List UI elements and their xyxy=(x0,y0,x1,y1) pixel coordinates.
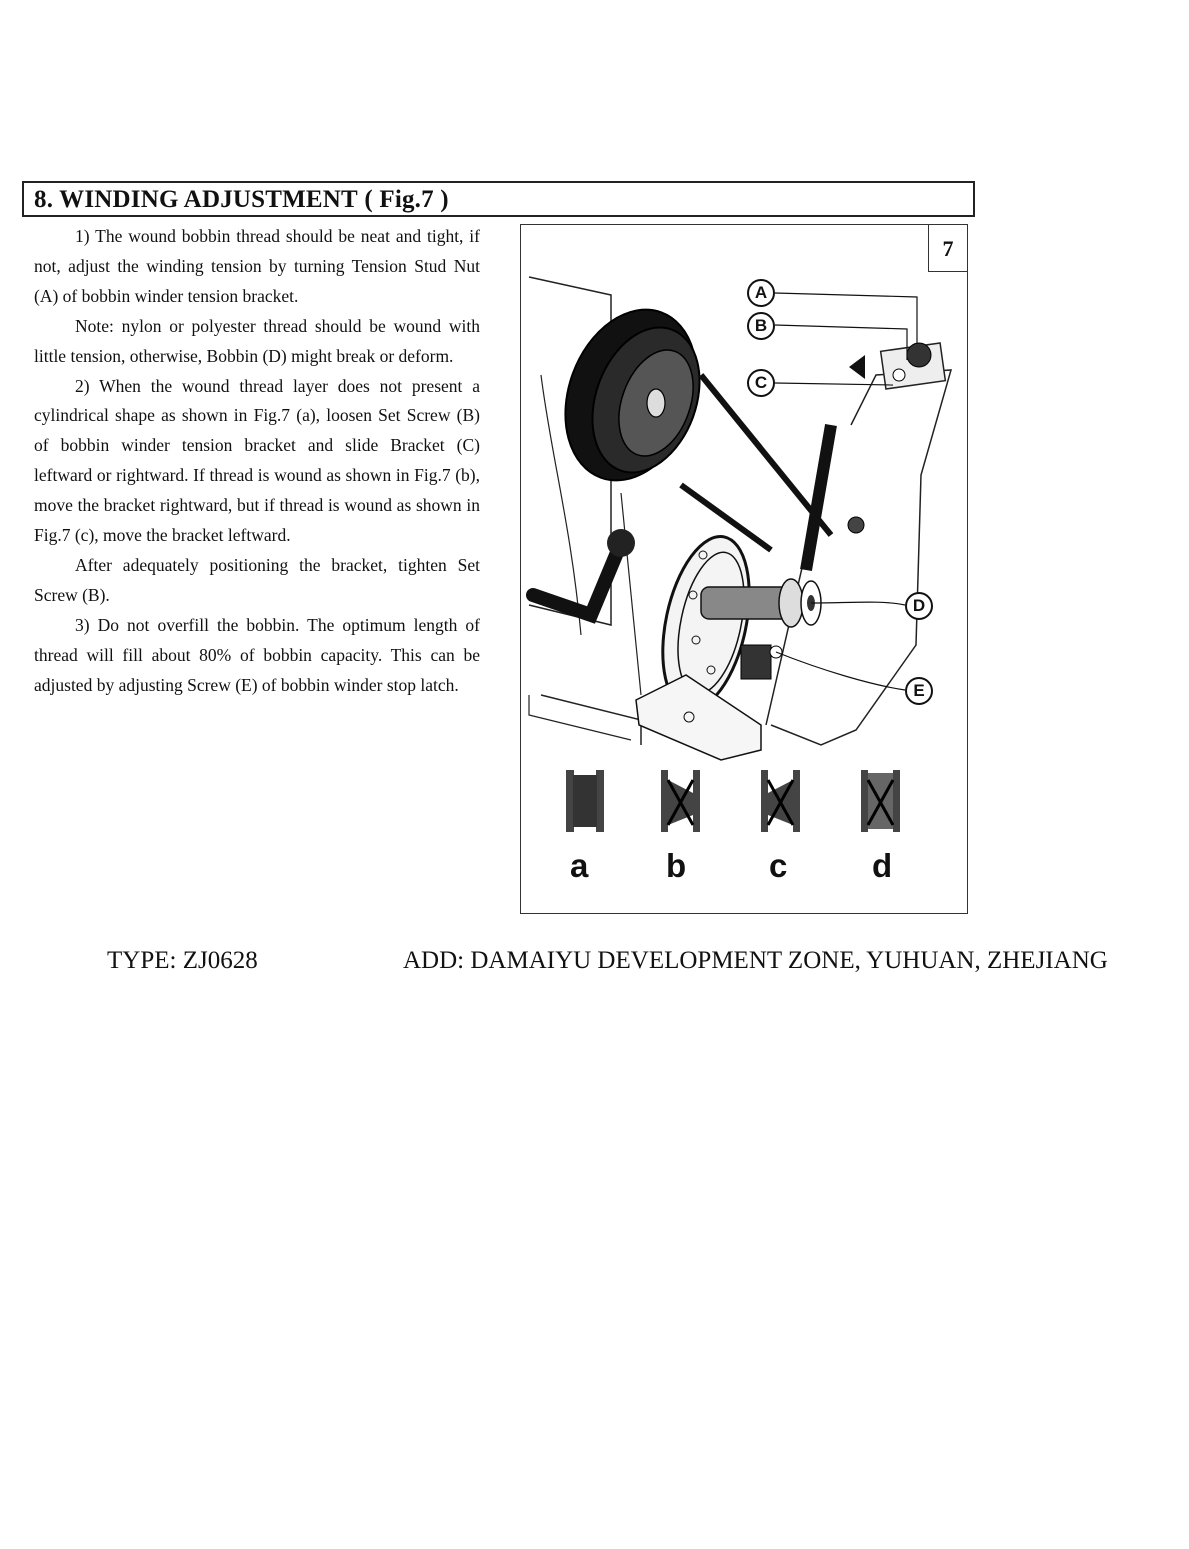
bobbin-label-d: d xyxy=(872,847,893,884)
callout-d: D xyxy=(905,592,933,620)
paragraph-3: 3) Do not overfill the bobbin. The optimum length of thread will fill about 80% of bobbin capacity. This can be adjusted by adjusting Screw (E) of bobbin winder stop latch. xyxy=(34,614,480,695)
instructions-text xyxy=(34,222,480,701)
section-heading-box xyxy=(22,181,975,217)
figure-number: 7 xyxy=(928,225,967,272)
bobbin-label-c: c xyxy=(769,847,788,884)
callout-b: B xyxy=(747,312,775,340)
bobbin-winder-illustration xyxy=(521,225,968,914)
callout-c: C xyxy=(747,369,775,397)
paragraph-note: Note: nylon or polyester thread should be wound with little tension, otherwise, Bobbin (D) might break or deform. xyxy=(34,315,480,366)
footer-address: ADD: DAMAIYU DEVELOPMENT ZONE, YUHUAN, ZHEJIANG xyxy=(403,947,1108,974)
bobbin-label-a: a xyxy=(570,847,589,884)
figure-7 xyxy=(520,224,968,914)
section-heading: 8. WINDING ADJUSTMENT ( Fig.7 ) xyxy=(34,186,449,213)
callout-a: A xyxy=(747,279,775,307)
paragraph-positioning: After adequately positioning the bracket, tighten Set Screw (B). xyxy=(34,554,480,605)
bobbin-label-b: b xyxy=(666,847,687,884)
paragraph-1: 1) The wound bobbin thread should be neat and tight, if not, adjust the winding tension by turning Tension Stud Nut (A) of bobbin winder tension bracket. xyxy=(34,226,480,306)
footer-type: TYPE: ZJ0628 xyxy=(107,947,258,974)
callout-e: E xyxy=(905,677,933,705)
paragraph-2: 2) When the wound thread layer does not present a cylindrical shape as shown in Fig.7 (a), loosen Set Screw (B) of bobbin winder tension bracket and slide Bracket (C) leftward or rightward. If thread is wound as shown in Fig.7 (b), move the bracket rightward, but if thread is wound as shown in Fig.7 (c), move the bracket leftward. xyxy=(34,375,480,546)
